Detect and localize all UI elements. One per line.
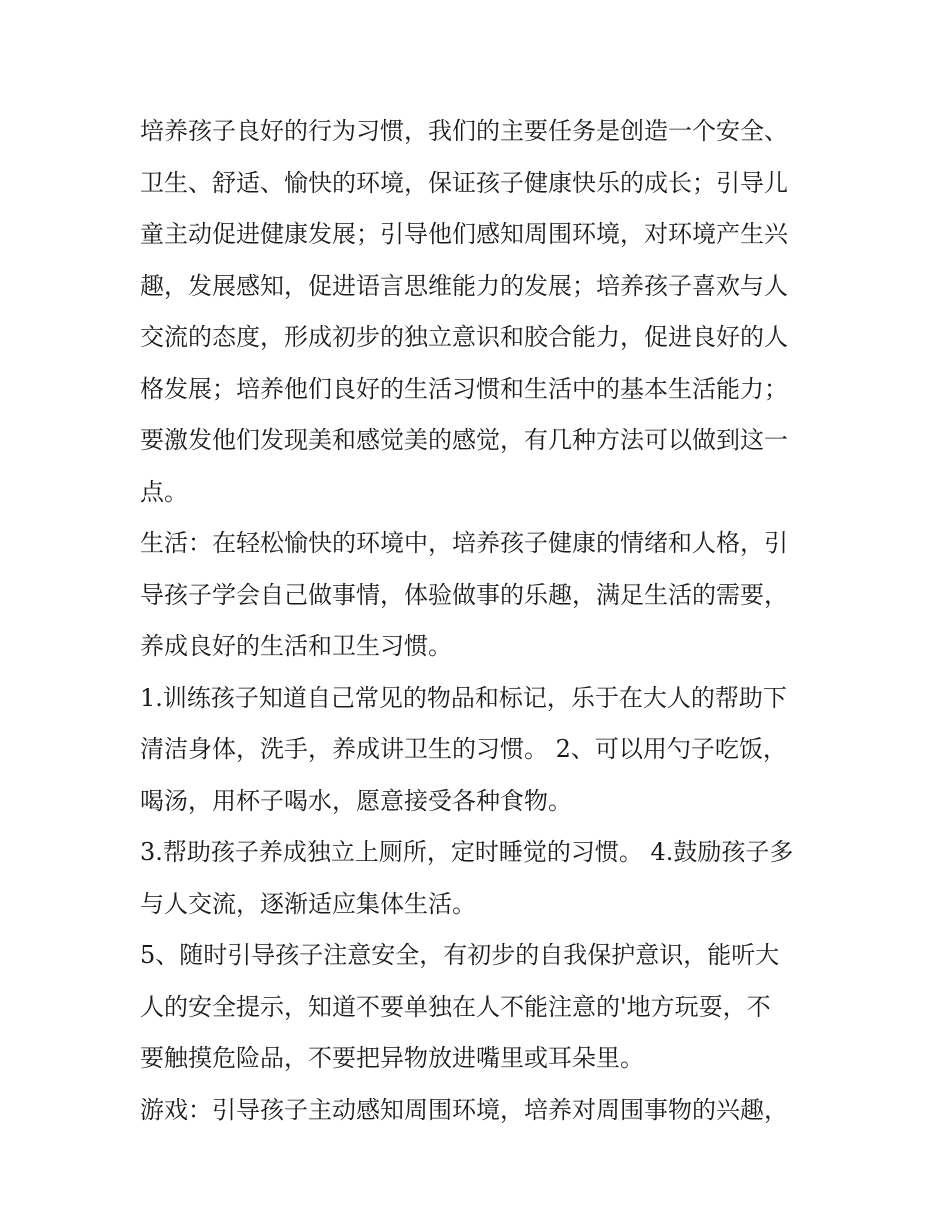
paragraph-item-3-4 (140, 827, 820, 930)
document-body (140, 106, 820, 1136)
text-line: 与人交流，逐渐适应集体生活。 (140, 889, 476, 918)
text-line: 要激发他们发现美和感觉美的感觉，有几种方法可以做到这一 (140, 426, 788, 454)
text-line: 要触摸危险品，不要把异物放进嘴里或耳朵里。 (140, 1044, 644, 1072)
paragraph-item-5 (140, 930, 820, 1085)
paragraph-life (140, 518, 820, 673)
text-line: 5、随时引导孩子注意安全，有初步的自我保护意识，能听大 (140, 941, 780, 969)
text-line: 生活：在轻松愉快的环境中，培养孩子健康的情绪和人格，引 (140, 529, 788, 557)
text-line: 游戏：引导孩子主动感知周围环境，培养对周围事物的兴趣， (140, 1095, 788, 1124)
paragraph-item-1-2 (140, 673, 820, 828)
text-line: 童主动促进健康发展；引导他们感知周围环境，对环境产生兴 (140, 220, 788, 248)
text-line: 3.帮助孩子养成独立上厕所，定时睡觉的习惯。 4.鼓励孩子多 (140, 838, 794, 866)
text-line: 喝汤，用杯子喝水，愿意接受各种食物。 (140, 786, 572, 815)
text-line: 格发展；培养他们良好的生活习惯和生活中的基本生活能力； (140, 374, 788, 403)
text-line: 1.训练孩子知道自己常见的物品和标记，乐于在大人的帮助下 (140, 683, 787, 712)
text-line: 趣，发展感知，促进语言思维能力的发展；培养孩子喜欢与人 (140, 271, 788, 300)
text-line: 养成良好的生活和卫生习惯。 (140, 632, 452, 660)
paragraph-games (140, 1085, 820, 1137)
text-line: 人的安全提示，知道不要单独在人不能注意的'地方玩耍，不 (140, 992, 771, 1021)
text-line: 培养孩子良好的行为习惯，我们的主要任务是创造一个安全、 (140, 117, 788, 145)
text-line: 导孩子学会自己做事情，体验做事的乐趣，满足生活的需要， (140, 580, 788, 609)
text-line: 点。 (140, 477, 188, 506)
text-line: 清洁身体，洗手，养成讲卫生的习惯。 2、可以用勺子吃饭， (140, 735, 787, 763)
text-line: 卫生、舒适、愉快的环境，保证孩子健康快乐的成长；引导儿 (140, 168, 788, 197)
paragraph-intro (140, 106, 820, 518)
text-line: 交流的态度，形成初步的独立意识和胶合能力，促进良好的人 (140, 323, 788, 351)
